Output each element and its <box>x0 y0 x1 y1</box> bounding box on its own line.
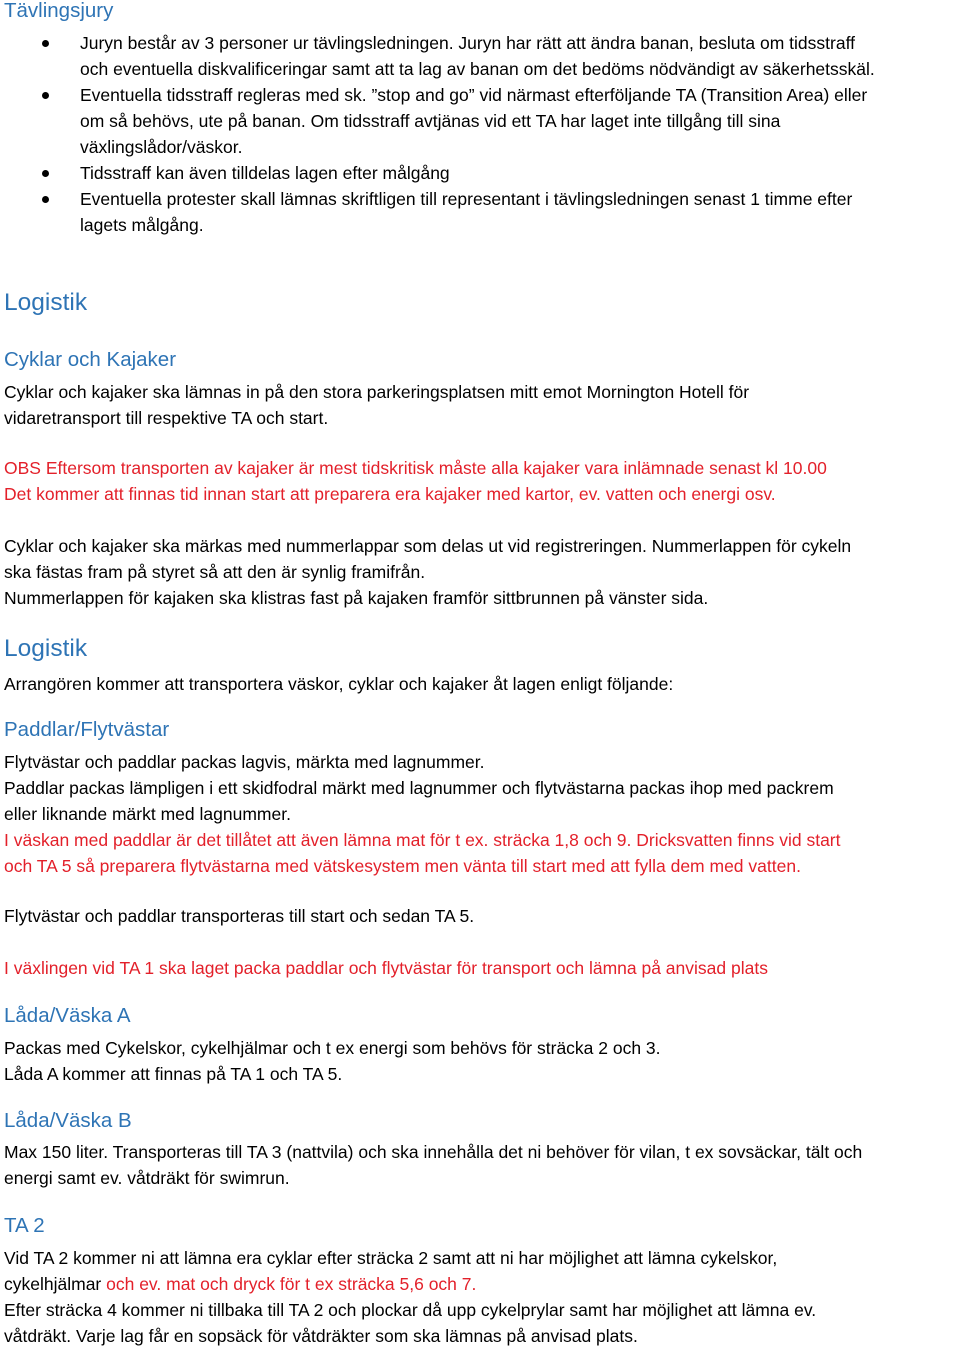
paragraph-nummerlappar <box>4 533 960 611</box>
paragraph-vaxlingen-red: I växlingen vid TA 1 ska laget packa paddlar och flytvästar för transport och lämna på anvisad plats <box>4 958 768 978</box>
heading-logistik-2: Logistik <box>4 635 88 662</box>
paragraph-line: Det kommer att finnas tid innan start att preparera era kajaker med kartor, ev. vatten och energi osv. <box>4 484 776 504</box>
paragraph-obs-red <box>4 455 960 507</box>
list-item <box>0 82 960 160</box>
list-item-line: om så behövs, ute på banan. Om tidsstraff avtjänas vid ett TA har laget inte tillgång till sina <box>80 111 781 131</box>
paragraph-arrangoren: Arrangören kommer att transportera väskor, cyklar och kajaker åt lagen enligt följande: <box>4 674 674 694</box>
list-item-line: Juryn består av 3 personer ur tävlingsledningen. Juryn har rätt att ändra banan, besluta om tidsstraff <box>80 33 855 53</box>
bullet-icon <box>42 196 49 203</box>
list-item-line: och eventuella diskvalificeringar samt att ta lag av banan om det bedöms nödvändigt av säkerhetsskäl. <box>80 59 875 79</box>
list-item <box>0 30 960 82</box>
heading-cyklar-kajaker: Cyklar och Kajaker <box>4 348 177 371</box>
text-red: och ev. mat och dryck för t ex sträcka 5,6 och 7. <box>106 1274 477 1294</box>
paragraph-line: energi samt ev. våtdräkt för swimrun. <box>4 1168 290 1188</box>
paragraph-line: Max 150 liter. Transporteras till TA 3 (nattvila) och ska innehålla det ni behöver för vilan, t ex sovsäckar, tält och <box>4 1142 863 1162</box>
paragraph-line: eller liknande märkt med lagnummer. <box>4 804 291 824</box>
paragraph-line: Efter sträcka 4 kommer ni tillbaka till TA 2 och plockar då upp cykelprylar samt har möjlighet att lämna ev. <box>4 1300 817 1320</box>
paragraph-line: I väskan med paddlar är det tillåtet att även lämna mat för t ex. sträcka 1,8 och 9. Dricksvatten finns vid start <box>4 830 841 850</box>
list-item-line: växlingslådor/väskor. <box>80 137 243 157</box>
paragraph-line: Cyklar och kajaker ska lämnas in på den stora parkeringsplatsen mitt emot Mornington Hotell för <box>4 382 750 402</box>
bullet-icon <box>42 40 49 47</box>
paragraph-line: vidaretransport till respektive TA och start. <box>4 408 329 428</box>
list-item-line: Tidsstraff kan även tilldelas lagen efter målgång <box>80 163 450 183</box>
list-item <box>0 160 960 186</box>
paragraph-line: Packas med Cykelskor, cykelhjälmar och t ex energi som behövs för sträcka 2 och 3. <box>4 1038 661 1058</box>
list-item-line: Eventuella tidsstraff regleras med sk. ”stop and go” vid närmast efterföljande TA (Transition Area) eller <box>80 85 868 105</box>
paragraph-lada-b <box>4 1139 960 1191</box>
heading-lada-a: Låda/Väska A <box>4 1004 131 1027</box>
heading-paddlar: Paddlar/Flytvästar <box>4 718 170 741</box>
bullet-icon <box>42 170 49 177</box>
paragraph-line: Låda A kommer att finnas på TA 1 och TA 5. <box>4 1064 343 1084</box>
heading-lada-b: Låda/Väska B <box>4 1109 132 1132</box>
paragraph-line: Flytvästar och paddlar packas lagvis, märkta med lagnummer. <box>4 752 485 772</box>
heading-logistik: Logistik <box>4 289 88 316</box>
paragraph-line: och TA 5 så preparera flytvästarna med vätskesystem men vänta till start med att fylla dem med vatten. <box>4 856 801 876</box>
paragraph-lada-a <box>4 1035 960 1087</box>
bullet-icon <box>42 92 49 99</box>
text-black: cykelhjälmar <box>4 1274 107 1294</box>
list-item <box>0 186 960 238</box>
paragraph-transport: Flytvästar och paddlar transporteras till start och sedan TA 5. <box>4 906 475 926</box>
paragraph-line: våtdräkt. Varje lag får en sopsäck för våtdräkter som ska lämnas på anvisad plats. <box>4 1326 638 1346</box>
paragraph-inlamning <box>4 379 960 431</box>
paragraph-line: Vid TA 2 kommer ni att lämna era cyklar efter sträcka 2 samt att ni har möjlighet att lämna cykelskor, <box>4 1248 778 1268</box>
paragraph-line: Cyklar och kajaker ska märkas med nummerlappar som delas ut vid registreringen. Nummerlappen för cykeln <box>4 536 852 556</box>
list-item-line: Eventuella protester skall lämnas skriftligen till representant i tävlingsledningen senast 1 timme efter <box>80 189 853 209</box>
list-item-line: lagets målgång. <box>80 215 204 235</box>
jury-bullet-list <box>0 30 960 238</box>
paragraph-ta2 <box>4 1245 960 1349</box>
heading-ta2: TA 2 <box>4 1214 45 1237</box>
paragraph-paddlar <box>4 749 960 827</box>
paragraph-line: OBS Eftersom transporten av kajaker är mest tidskritisk måste alla kajaker vara inlämnade senast kl 10.00 <box>4 458 827 478</box>
paragraph-line: Paddlar packas lämpligen i ett skidfodral märkt med lagnummer och flytvästarna packas ihop med packrem <box>4 778 834 798</box>
paragraph-line <box>4 1271 960 1297</box>
heading-tavlingsjury: Tävlingsjury <box>4 0 114 22</box>
paragraph-paddlar-red <box>4 827 960 879</box>
paragraph-line: Nummerlappen för kajaken ska klistras fast på kajaken framför sittbrunnen på vänster sida. <box>4 588 709 608</box>
paragraph-line: ska fästas fram på styret så att den är synlig framifrån. <box>4 562 426 582</box>
